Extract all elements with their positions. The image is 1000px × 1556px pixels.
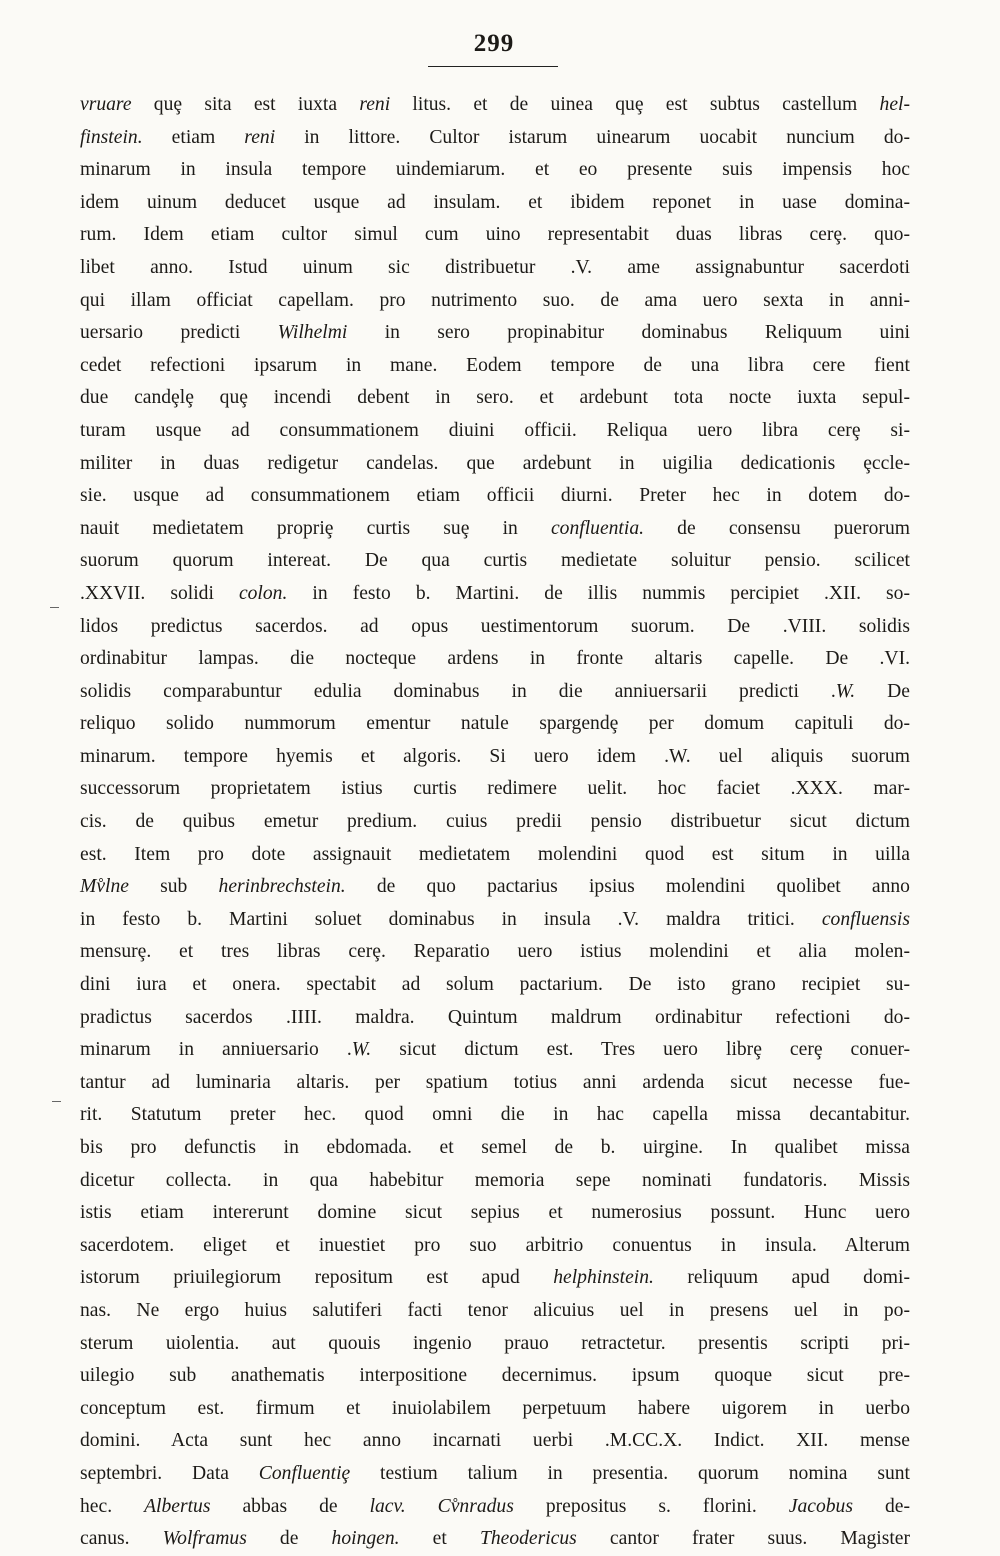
text-segment: sie. usque ad consummationem etiam officii diurni. Preter hec in dotem do- — [80, 485, 910, 507]
text-segment: cedet refectioni ipsarum in mane. Eodem tempore de una libra cere fient — [80, 354, 910, 376]
text-line — [80, 643, 910, 676]
text-line — [80, 708, 910, 741]
text-segment: pradictus sacerdos .IIII. maldra. Quintum maldrum ordinabitur refectioni do- — [80, 1006, 910, 1028]
text-line — [80, 741, 910, 774]
text-segment: due candȩlȩ quȩ incendi debent in sero. et ardebunt tota nocte iuxta sepul- — [80, 387, 910, 409]
text-segment: septembri. Data — [80, 1462, 259, 1484]
text-segment: rit. Statutum preter hec. quod omni die in hac capella missa decantabitur. — [80, 1104, 910, 1126]
text-line — [80, 969, 910, 1002]
text-line — [80, 1067, 910, 1100]
text-segment: conceptum est. firmum et inuiolabilem perpetuum habere uigorem in uerbo — [80, 1397, 910, 1419]
page-number: 299 — [473, 30, 515, 57]
italic-segment: Jacobus — [788, 1495, 853, 1517]
italic-segment: herinbrechstein. — [218, 876, 346, 898]
text-segment: tantur ad luminaria altaris. per spatium totius anni ardenda sicut necesse fue- — [80, 1071, 910, 1093]
italic-segment: helphinstein. — [553, 1267, 654, 1289]
text-segment: idem uinum deducet usque ad insulam. et ibidem reponet in uase domina- — [80, 191, 910, 213]
italic-segment: Albertus — [144, 1495, 211, 1517]
text-segment: in sero propinabitur dominabus Reliquum uini — [347, 322, 910, 344]
text-line — [80, 578, 910, 611]
text-line — [80, 839, 910, 872]
text-line — [80, 187, 910, 220]
text-segment: de quo pactarius ipsius molendini quolibet anno — [345, 876, 910, 898]
italic-segment: confluentia. — [550, 517, 645, 539]
italic-segment: Mv̊lne — [80, 876, 129, 898]
text-segment: reliquo solido nummorum ementur natule spargendȩ per domum capituli do- — [80, 713, 910, 735]
text-segment: sterum uiolentia. aut quouis ingenio prauo retractetur. presentis scripti pri- — [80, 1332, 910, 1354]
text-segment: reliquum apud domi- — [653, 1267, 910, 1289]
text-line — [80, 1360, 910, 1393]
text-line — [80, 936, 910, 969]
text-segment: suorum quorum intereat. De qua curtis medietate soluitur pensio. scilicet — [80, 550, 910, 572]
text-line — [80, 317, 910, 350]
text-line — [80, 122, 910, 155]
text-line — [80, 773, 910, 806]
text-line — [80, 89, 910, 122]
text-line — [80, 1262, 910, 1295]
header-rule — [428, 66, 558, 67]
text-segment: in festo b. Martini soluet dominabus in insula .V. maldra tritici. — [80, 908, 822, 930]
italic-segment: W. — [835, 680, 856, 702]
text-line — [80, 1002, 910, 1035]
text-segment: sacerdotem. eliget et inuestiet pro suo arbitrio conuentus in insula. Alterum — [80, 1234, 910, 1256]
text-line — [80, 904, 910, 937]
text-segment: nauit medietatem propriȩ curtis suȩ in — [80, 517, 551, 539]
italic-segment: Confluentiȩ — [258, 1462, 351, 1484]
text-segment: minarum in insula tempore uindemiarum. et eo presente suis impensis hoc — [80, 159, 910, 181]
text-segment: .XXVII. solidi — [80, 582, 239, 604]
text-segment: prepositus s. florini. — [513, 1495, 789, 1517]
text-segment: de — [246, 1528, 332, 1550]
text-segment: minarum in anniuersario . — [80, 1039, 352, 1061]
text-segment: litus. et de uinea quȩ est subtus castellum — [390, 94, 880, 115]
italic-segment: W. — [351, 1039, 372, 1061]
text-line — [80, 285, 910, 318]
text-line — [80, 806, 910, 839]
italic-segment: vruare — [80, 94, 132, 115]
text-segment: bis pro defunctis in ebdomada. et semel de b. uirgine. In qualibet missa — [80, 1137, 910, 1158]
text-line — [80, 1230, 910, 1263]
text-line — [80, 1425, 910, 1458]
text-segment: minarum. tempore hyemis et algoris. Si uero idem .W. uel aliquis suorum — [80, 745, 910, 767]
text-line — [80, 480, 910, 513]
italic-segment: finstein. — [80, 126, 143, 148]
text-segment: De — [855, 680, 910, 702]
text-segment: sub — [128, 876, 219, 898]
text-segment: est. Item pro dote assignauit medietatem molendini quod est situm in uilla — [80, 843, 910, 865]
text-segment: lidos predictus sacerdos. ad opus uestimentorum suorum. De .VIII. solidis — [80, 615, 910, 637]
text-segment: testium talium in presentia. quorum nomina sunt — [350, 1462, 910, 1484]
text-segment: dini iura et onera. spectabit ad solum pactarium. De isto grano recipiet su- — [80, 974, 910, 996]
text-line — [80, 448, 910, 481]
italic-segment: Cv̊nradus — [437, 1495, 514, 1517]
body-text — [80, 89, 910, 1556]
text-segment: hec. — [80, 1495, 145, 1517]
text-segment: etiam — [142, 126, 245, 148]
text-segment: de consensu puerorum — [644, 517, 910, 539]
italic-segment: lacv. — [369, 1495, 406, 1517]
text-line — [80, 1295, 910, 1328]
italic-segment: hoingen. — [331, 1528, 400, 1550]
text-segment: successorum proprietatem istius curtis redimere uelit. hoc faciet .XXX. mar- — [80, 778, 910, 800]
text-line — [80, 611, 910, 644]
text-segment: uilegio sub anathematis interpositione decernimus. ipsum quoque sicut pre- — [80, 1365, 910, 1387]
text-line — [80, 1197, 910, 1230]
text-line — [80, 1328, 910, 1361]
text-segment: qui illam officiat capellam. pro nutrimento suo. de ama uero sexta in anni- — [80, 289, 910, 311]
italic-segment: reni — [359, 94, 391, 115]
text-segment: canus. — [80, 1528, 163, 1550]
text-segment: quȩ sita est iuxta — [131, 94, 360, 115]
italic-segment: reni — [244, 126, 276, 148]
text-line — [80, 350, 910, 383]
italic-segment: hel- — [879, 94, 910, 115]
text-segment: abbas de — [210, 1495, 370, 1517]
text-line — [80, 513, 910, 546]
text-line — [80, 1458, 910, 1491]
text-segment: istis etiam intererunt domine sicut sepius et numerosius possunt. Hunc uero — [80, 1202, 910, 1224]
italic-segment: colon. — [238, 582, 288, 604]
text-line — [80, 154, 910, 187]
text-segment: rum. Idem etiam cultor simul cum uino representabit duas libras cerȩ. quo- — [80, 224, 910, 246]
text-line — [80, 219, 910, 252]
text-line — [80, 1491, 910, 1524]
text-line — [80, 382, 910, 415]
text-segment: cis. de quibus emetur predium. cuius predii pensio distribuetur sicut dictum — [80, 811, 910, 833]
text-line — [80, 1165, 910, 1198]
text-segment: istorum priuilegiorum repositum est apud — [80, 1267, 554, 1289]
italic-segment: Wolframus — [162, 1528, 247, 1550]
text-line — [80, 676, 910, 709]
margin-mark — [52, 1101, 61, 1102]
text-segment: et — [399, 1528, 480, 1550]
text-segment: militer in duas redigetur candelas. que ardebunt in uigilia dedicationis ȩccle- — [80, 452, 910, 474]
text-segment: in littore. Cultor istarum uinearum uocabit nuncium do- — [275, 126, 910, 148]
text-segment: turam usque ad consummationem diuini officii. Reliqua uero libra cerȩ si- — [80, 419, 910, 441]
text-segment: sicut dictum est. Tres uero librȩ cerȩ conuer- — [371, 1039, 910, 1061]
text-line — [80, 545, 910, 578]
text-segment: libet anno. Istud uinum sic distribuetur .V. ame assignabuntur sacerdoti — [80, 256, 910, 278]
text-line — [80, 1034, 910, 1067]
text-line — [80, 1393, 910, 1426]
text-segment: domini. Acta sunt hec anno incarnati uerbi .M.CC.X. Indict. XII. mense — [80, 1430, 910, 1452]
text-segment: mensurȩ. et tres libras cerȩ. Reparatio uero istius molendini et alia molen- — [80, 941, 910, 963]
text-segment: in festo b. Martini. de illis nummis percipiet .XII. so- — [287, 582, 910, 604]
italic-segment: Theodericus — [479, 1528, 577, 1550]
margin-mark — [50, 607, 59, 608]
text-segment: solidis comparabuntur edulia dominabus in die anniuersarii predicti . — [80, 680, 836, 702]
italic-segment: confluensis — [821, 908, 910, 930]
text-line — [80, 1132, 910, 1165]
text-line — [80, 1523, 910, 1556]
text-segment — [406, 1496, 438, 1517]
text-line — [80, 1099, 910, 1132]
text-line — [80, 252, 910, 285]
text-segment: dicetur collecta. in qua habebitur memoria sepe nominati fundatoris. Missis — [80, 1169, 910, 1191]
text-line — [80, 871, 910, 904]
text-segment: cantor frater suus. Magister — [576, 1528, 910, 1550]
text-segment: ordinabitur lampas. die nocteque ardens in fronte altaris capelle. De .VI. — [80, 648, 910, 670]
text-segment: nas. Ne ergo huius salutiferi facti tenor alicuius uel in presens uel in po- — [80, 1299, 910, 1321]
italic-segment: Wilhelmi — [277, 322, 348, 344]
text-segment: uersario predicti — [80, 322, 278, 344]
text-line — [80, 415, 910, 448]
text-segment: de- — [852, 1495, 910, 1517]
